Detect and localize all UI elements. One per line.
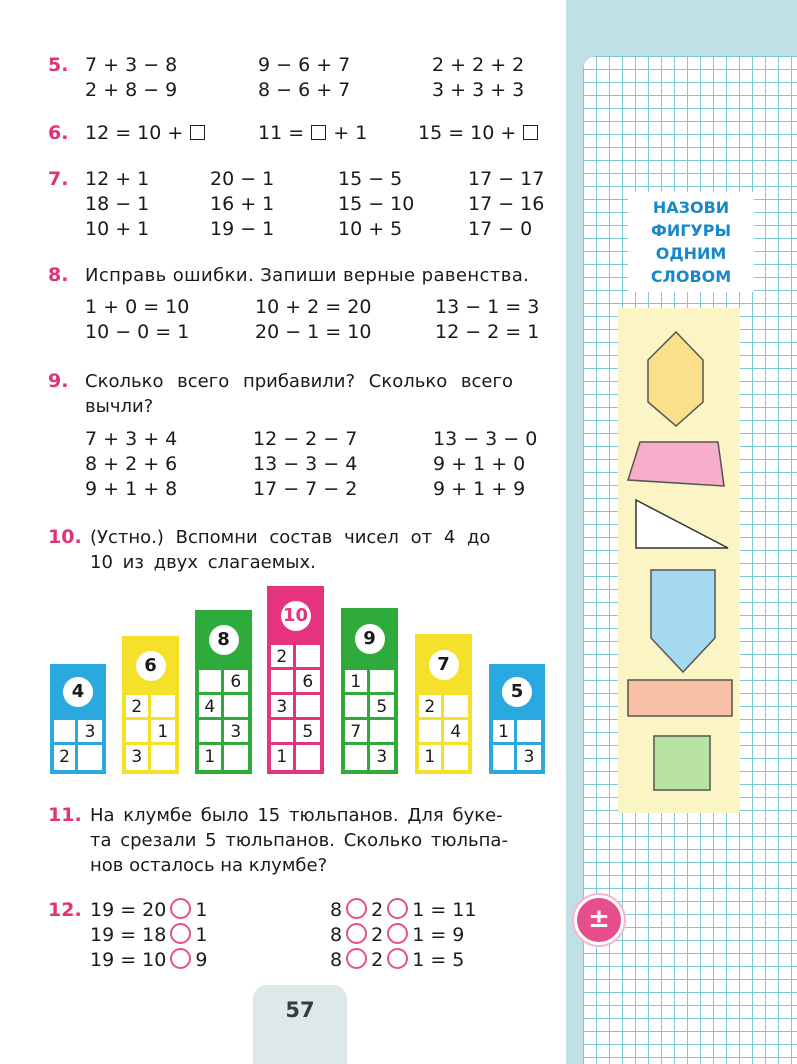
expression: 20 − 1 [210, 168, 275, 190]
operand: 1 = 11 [412, 899, 477, 921]
house-cells [126, 695, 175, 770]
expression: 3 + 3 + 3 [432, 79, 525, 101]
equation-left: 15 = 10 + [418, 122, 517, 144]
expression: 16 + 1 [210, 193, 275, 215]
house-cell [345, 695, 370, 720]
house-cell: 3 [376, 747, 388, 767]
number-house [50, 664, 106, 774]
sign-circle [346, 898, 367, 919]
expression: 17 − 7 − 2 [253, 478, 358, 500]
equation: 13 − 1 = 3 [435, 296, 540, 318]
number-house [489, 664, 545, 774]
comparison-left: 19 = 10 [90, 949, 167, 971]
house-cell [78, 745, 102, 770]
equation [258, 121, 367, 146]
operand: 2 [371, 949, 384, 971]
house-cell [151, 695, 176, 720]
problem-12-number: 12. [48, 899, 82, 921]
house-cells [271, 645, 320, 770]
problem-10-text-line1: (Устно.) Вспомни состав чисел от 4 до [90, 527, 491, 548]
expression: 9 + 1 + 8 [85, 478, 178, 500]
house-cells [54, 720, 102, 770]
house-cell: 5 [296, 720, 321, 745]
house-cell: 7 [345, 720, 370, 745]
house-cell: 3 [523, 747, 535, 767]
house-cell: 3 [78, 720, 102, 745]
house-cell [271, 670, 296, 695]
problem-8-text: Исправь ошибки. Запиши верные равенства. [85, 265, 530, 286]
house-cell: 1 [419, 745, 444, 770]
house-cell [54, 720, 78, 745]
house-cell: 2 [271, 645, 296, 670]
house-number-badge: 6 [136, 651, 166, 681]
house-number-badge: 7 [429, 650, 459, 680]
house-cell [296, 695, 321, 720]
house-cell [271, 720, 296, 745]
expression: 9 + 1 + 9 [433, 478, 526, 500]
expression: 12 + 1 [85, 168, 150, 190]
sidebar-title-line: НАЗОВИ [652, 198, 730, 217]
comparison [330, 923, 464, 948]
problem-6-number: 6. [48, 122, 69, 144]
sidebar-title-line: СЛОВОМ [650, 267, 732, 286]
house-cell [444, 745, 469, 770]
sidebar-title-line: ОДНИМ [655, 244, 727, 263]
expression: 7 + 3 − 8 [85, 54, 178, 76]
equation-left: 11 = [258, 122, 305, 144]
house-cell: 5 [370, 695, 395, 720]
comparison [90, 923, 207, 948]
expression: 10 + 1 [85, 218, 150, 240]
number-house [415, 634, 472, 774]
house-cell [224, 695, 249, 720]
plus-minus-icon: ± [574, 895, 624, 945]
operand: 2 [371, 899, 384, 921]
expression: 8 + 2 + 6 [85, 453, 178, 475]
problem-11-text-line3: нов осталось на клумбе? [90, 855, 328, 876]
expression: 17 − 16 [468, 193, 545, 215]
equation-right: + 1 [333, 122, 368, 144]
sign-circle [346, 948, 367, 969]
problem-10-number: 10. [48, 526, 82, 548]
house-cell: 6 [224, 670, 249, 695]
expression: 18 − 1 [85, 193, 150, 215]
house-cell [199, 720, 224, 745]
equation: 10 − 0 = 1 [85, 321, 190, 343]
house-cell [517, 720, 541, 745]
house-cell: 2 [126, 695, 151, 720]
house-cells [345, 670, 394, 770]
house-number-badge: 8 [209, 625, 239, 655]
operand: 2 [371, 924, 384, 946]
problem-11-number: 11. [48, 804, 82, 826]
house-cell: 2 [54, 745, 78, 770]
house-cell: 1 [493, 720, 517, 745]
house-cell: 6 [296, 670, 321, 695]
house-number-badge: 10 [281, 601, 311, 631]
house-cell [151, 745, 176, 770]
expression: 2 + 2 + 2 [432, 54, 525, 76]
house-cell: 3 [271, 695, 296, 720]
empty-box [311, 125, 326, 140]
expression: 15 − 10 [338, 193, 415, 215]
sidebar-title-line: ФИГУРЫ [650, 221, 732, 240]
comparison [330, 948, 464, 973]
comparison-right: 1 [195, 924, 208, 946]
house-cell: 1 [345, 670, 370, 695]
number-house [341, 608, 398, 774]
operand: 8 [330, 899, 343, 921]
sign-circle [170, 898, 191, 919]
house-cells [493, 720, 541, 770]
problem-8-number: 8. [48, 264, 69, 286]
problem-11-text-line1: На клумбе было 15 тюльпанов. Для буке- [90, 805, 503, 826]
equation: 12 − 2 = 1 [435, 321, 540, 343]
house-cell [370, 720, 395, 745]
sign-circle [387, 948, 408, 969]
number-house [267, 586, 324, 774]
problem-9-text-line2: вычли? [85, 396, 154, 417]
hexagon-shape [648, 332, 703, 426]
problem-11-text-line2: та срезали 5 тюльпанов. Сколько тюльпа- [90, 830, 508, 851]
expression: 12 − 2 − 7 [253, 428, 358, 450]
house-cell [126, 720, 151, 745]
house-number-badge: 4 [63, 677, 93, 707]
expression: 17 − 0 [468, 218, 533, 240]
comparison [330, 898, 476, 923]
number-house [195, 610, 252, 774]
house-cell: 3 [126, 745, 151, 770]
equation [418, 121, 539, 146]
operand: 8 [330, 924, 343, 946]
house-cell [296, 645, 321, 670]
equation: 10 + 2 = 20 [255, 296, 372, 318]
trapezoid-shape [628, 442, 724, 486]
house-cell [224, 745, 249, 770]
house-cell: 1 [151, 720, 176, 745]
operand: 8 [330, 949, 343, 971]
shapes-illustration [618, 308, 740, 813]
sign-circle [170, 948, 191, 969]
rectangle-shape [628, 680, 732, 716]
expression: 13 − 3 − 0 [433, 428, 538, 450]
house-number-badge: 9 [355, 624, 385, 654]
problem-9-text-line1: Сколько всего прибавили? Сколько всего [85, 371, 513, 392]
house-cell: 3 [224, 720, 249, 745]
number-house [122, 636, 179, 774]
expression: 9 + 1 + 0 [433, 453, 526, 475]
house-number-badge: 5 [502, 677, 532, 707]
expression: 17 − 17 [468, 168, 545, 190]
comparison-right: 9 [195, 949, 208, 971]
comparison [90, 948, 207, 973]
expression: 9 − 6 + 7 [258, 54, 351, 76]
problem-10-text-line2: 10 из двух слагаемых. [90, 552, 316, 573]
expression: 13 − 3 − 4 [253, 453, 358, 475]
operand: 1 = 9 [412, 924, 465, 946]
expression: 2 + 8 − 9 [85, 79, 178, 101]
house-cell [419, 720, 444, 745]
expression: 8 − 6 + 7 [258, 79, 351, 101]
house-cell [444, 695, 469, 720]
house-cell: 4 [444, 720, 469, 745]
house-cells [419, 695, 468, 770]
expression: 15 − 5 [338, 168, 403, 190]
page-number: 57 [253, 985, 347, 1064]
square-shape [654, 736, 710, 790]
expression: 7 + 3 + 4 [85, 428, 178, 450]
house-cell [199, 670, 224, 695]
equation: 1 + 0 = 10 [85, 296, 190, 318]
house-cell: 2 [419, 695, 444, 720]
house-cell [345, 745, 370, 770]
problem-7-number: 7. [48, 168, 69, 190]
comparison-left: 19 = 20 [90, 899, 167, 921]
sign-circle [346, 923, 367, 944]
comparison-right: 1 [195, 899, 208, 921]
equation-left: 12 = 10 + [85, 122, 184, 144]
expression: 10 + 5 [338, 218, 403, 240]
house-cell [493, 745, 517, 770]
house-cell: 4 [199, 695, 224, 720]
pentagon-shape [651, 570, 715, 672]
house-cell [296, 745, 321, 770]
sidebar-title [628, 192, 754, 292]
sign-circle [170, 923, 191, 944]
problem-5-number: 5. [48, 54, 69, 76]
house-cells [199, 670, 248, 770]
comparison [90, 898, 207, 923]
house-cell: 1 [199, 745, 224, 770]
empty-box [523, 125, 538, 140]
expression: 19 − 1 [210, 218, 275, 240]
house-cell [370, 670, 395, 695]
empty-box [190, 125, 205, 140]
comparison-left: 19 = 18 [90, 924, 167, 946]
sign-circle [387, 898, 408, 919]
problem-9-number: 9. [48, 370, 69, 392]
equation: 20 − 1 = 10 [255, 321, 372, 343]
triangle-shape [636, 500, 728, 548]
equation [85, 121, 206, 146]
sign-circle [387, 923, 408, 944]
house-cell: 1 [271, 745, 296, 770]
operand: 1 = 5 [412, 949, 465, 971]
